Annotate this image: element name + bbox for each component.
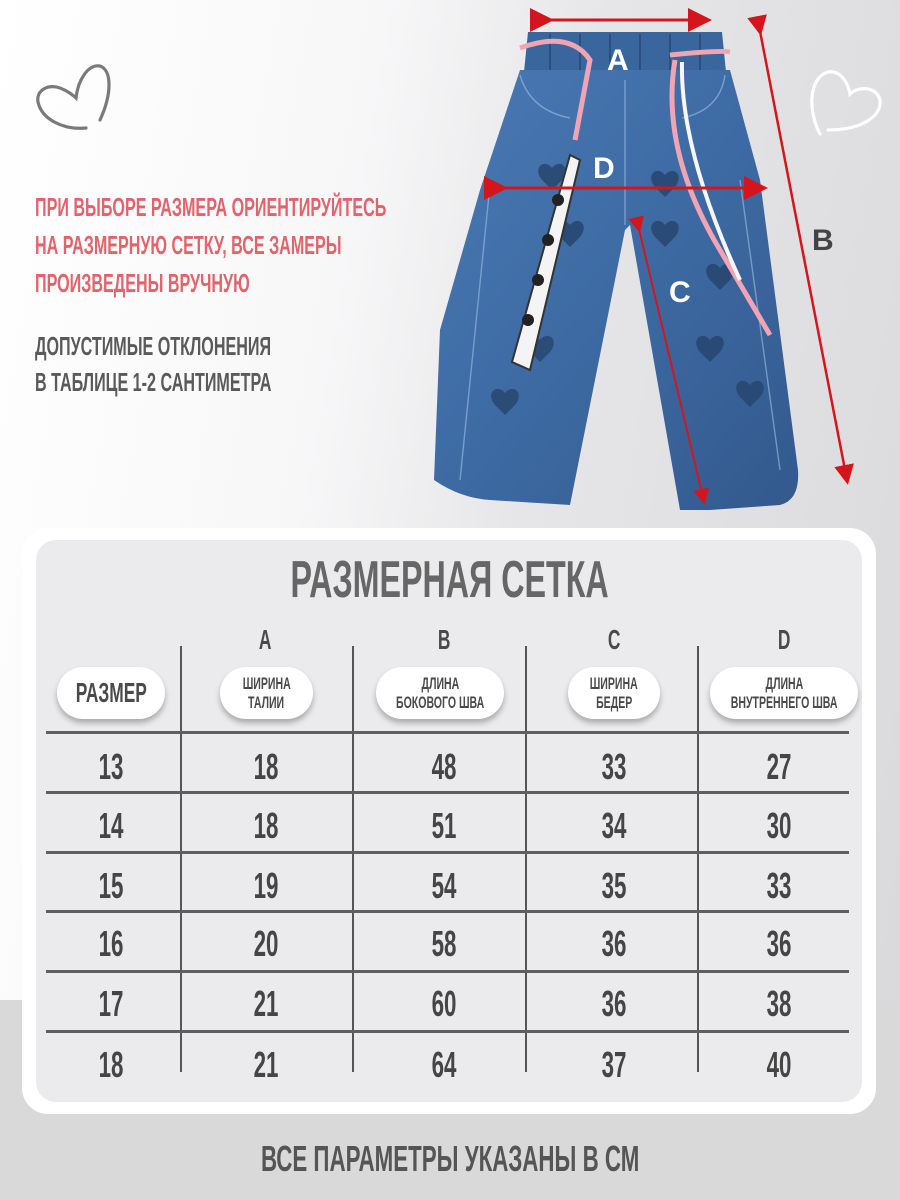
heart-outline-icon bbox=[34, 60, 114, 136]
column-letter-d bbox=[704, 622, 864, 658]
cell-text: 58 bbox=[431, 923, 457, 964]
note-line: ДОПУСТИМЫЕ ОТКЛОНЕНИЯ bbox=[35, 331, 272, 361]
cell-text: 36 bbox=[601, 983, 627, 1024]
label-b: B bbox=[812, 224, 834, 257]
note-line: В ТАБЛИЦЕ 1-2 САНТИМЕТРА bbox=[35, 367, 272, 397]
column-divider bbox=[525, 646, 527, 1072]
cell-d bbox=[699, 975, 859, 1033]
label-c: C bbox=[669, 276, 691, 309]
title-text: РАЗМЕРНАЯ СЕТКА bbox=[290, 551, 610, 609]
cell-text: 37 bbox=[601, 1044, 627, 1085]
column-divider bbox=[352, 646, 354, 1072]
pill-text: ТАЛИИ bbox=[248, 693, 285, 712]
heart-outline-icon bbox=[806, 64, 884, 138]
header-pill-side-seam-length bbox=[376, 667, 504, 719]
cell-text: 33 bbox=[766, 865, 792, 906]
units-footer bbox=[0, 1135, 900, 1183]
pill-text: ШИРИНА bbox=[242, 674, 291, 693]
column-letter-a bbox=[185, 622, 345, 658]
pill-text: РАЗМЕР bbox=[75, 677, 147, 708]
cell-text: 60 bbox=[431, 983, 457, 1024]
cell-text: 14 bbox=[98, 805, 124, 846]
cell-text: 18 bbox=[98, 1044, 124, 1085]
cell-size bbox=[31, 915, 191, 973]
label-a: A bbox=[607, 44, 629, 77]
cell-text: 35 bbox=[601, 865, 627, 906]
cell-size bbox=[31, 857, 191, 915]
tolerance-note bbox=[35, 328, 416, 400]
pill-text: ДЛИНА bbox=[421, 674, 459, 693]
cell-text: 54 bbox=[431, 865, 457, 906]
cell-text: 21 bbox=[253, 983, 279, 1024]
cell-a bbox=[186, 1036, 346, 1094]
pill-text: ДЛИНА bbox=[765, 674, 803, 693]
pill-text: БЕДЕР bbox=[595, 693, 633, 712]
pill-text: ВНУТРЕННЕГО ШВА bbox=[730, 693, 838, 712]
cell-text: 27 bbox=[766, 746, 792, 787]
cell-c bbox=[534, 915, 694, 973]
cell-b bbox=[364, 1036, 524, 1094]
header-pill-inseam-length bbox=[710, 667, 858, 719]
size-table-title bbox=[0, 548, 900, 612]
cell-text: 34 bbox=[601, 805, 627, 846]
cell-text: 64 bbox=[431, 1044, 457, 1085]
cell-c bbox=[534, 738, 694, 796]
cell-a bbox=[186, 797, 346, 855]
cell-a bbox=[186, 975, 346, 1033]
pill-text: БОКОВОГО ШВА bbox=[395, 693, 485, 712]
label-d: D bbox=[593, 152, 615, 185]
cell-a bbox=[186, 857, 346, 915]
cell-text: 21 bbox=[253, 1044, 279, 1085]
cell-d bbox=[699, 797, 859, 855]
advice-line: НА РАЗМЕРНУЮ СЕТКУ, ВСЕ ЗАМЕРЫ bbox=[35, 230, 342, 260]
cell-text: 30 bbox=[766, 805, 792, 846]
cell-text: 38 bbox=[766, 983, 792, 1024]
cell-d bbox=[699, 1036, 859, 1094]
cell-c bbox=[534, 797, 694, 855]
cell-text: 16 bbox=[98, 923, 124, 964]
cell-text: 13 bbox=[98, 746, 124, 787]
cell-b bbox=[364, 797, 524, 855]
pill-text: ШИРИНА bbox=[589, 674, 638, 693]
footer-text: ВСЕ ПАРАМЕТРЫ УКАЗАНЫ В СМ bbox=[260, 1138, 640, 1179]
cell-text: 36 bbox=[766, 923, 792, 964]
advice-line: ПРИ ВЫБОРЕ РАЗМЕРА ОРИЕНТИРУЙТЕСЬ bbox=[35, 192, 387, 222]
advice-line: ПРОИЗВЕДЕНЫ ВРУЧНУЮ bbox=[35, 268, 250, 298]
cell-size bbox=[31, 738, 191, 796]
cell-text: 20 bbox=[253, 923, 279, 964]
cell-text: 17 bbox=[98, 983, 124, 1024]
header-pill-waist-width bbox=[220, 667, 313, 719]
cell-text: 18 bbox=[253, 746, 279, 787]
cell-text: 18 bbox=[253, 805, 279, 846]
cell-text: 36 bbox=[601, 923, 627, 964]
cell-size bbox=[31, 975, 191, 1033]
cell-b bbox=[364, 738, 524, 796]
cell-d bbox=[699, 915, 859, 973]
cell-text: 51 bbox=[431, 805, 457, 846]
cell-c bbox=[534, 1036, 694, 1094]
letter-text: A bbox=[258, 624, 272, 655]
column-letter-b bbox=[364, 622, 524, 658]
cell-text: 33 bbox=[601, 746, 627, 787]
letter-text: B bbox=[437, 624, 451, 655]
cell-b bbox=[364, 857, 524, 915]
cell-text: 15 bbox=[98, 865, 124, 906]
cell-c bbox=[534, 975, 694, 1033]
cell-b bbox=[364, 975, 524, 1033]
cell-size bbox=[31, 797, 191, 855]
cell-text: 19 bbox=[253, 865, 279, 906]
row-divider bbox=[46, 731, 849, 734]
letter-text: D bbox=[777, 624, 791, 655]
cell-d bbox=[699, 857, 859, 915]
cell-text: 48 bbox=[431, 746, 457, 787]
cell-b bbox=[364, 915, 524, 973]
column-letter-c bbox=[534, 622, 694, 658]
cell-c bbox=[534, 857, 694, 915]
cell-d bbox=[699, 738, 859, 796]
cell-a bbox=[186, 738, 346, 796]
header-pill-size bbox=[57, 667, 165, 719]
header-pill-hip-width bbox=[568, 667, 660, 719]
cell-size bbox=[31, 1036, 191, 1094]
cell-a bbox=[186, 915, 346, 973]
cell-text: 40 bbox=[766, 1044, 792, 1085]
letter-text: C bbox=[607, 624, 621, 655]
